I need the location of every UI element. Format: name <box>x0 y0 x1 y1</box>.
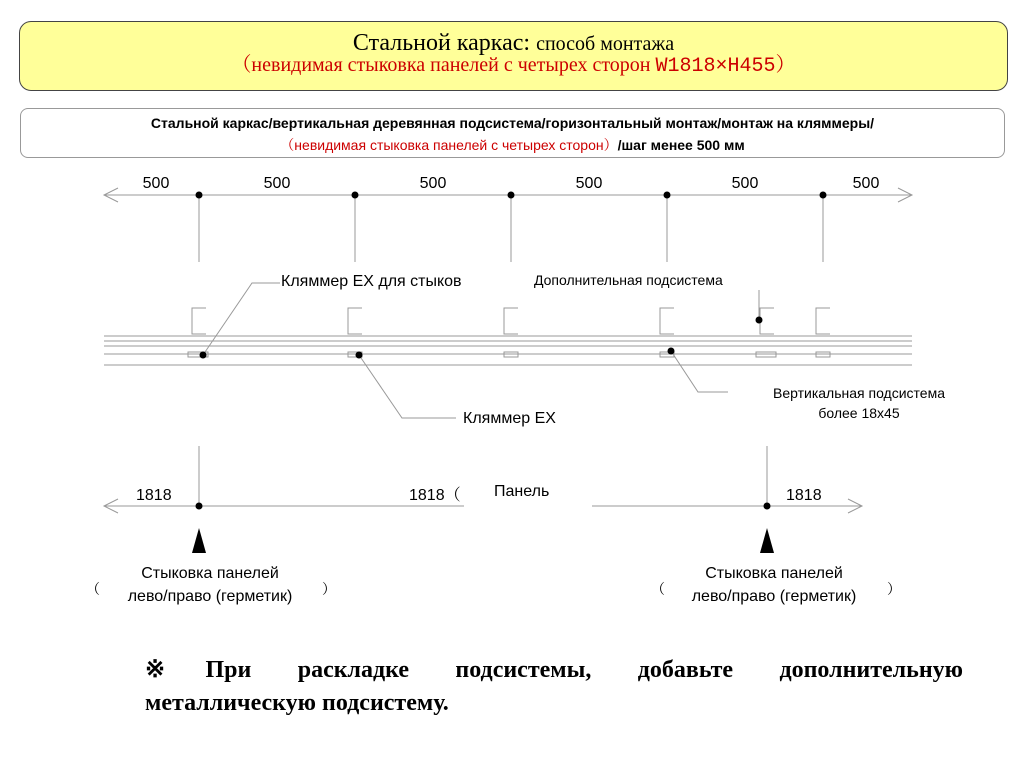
panel-joint-dot-left <box>196 503 203 510</box>
steel-profile-5 <box>816 308 830 334</box>
steel-profile-1 <box>192 308 206 334</box>
subtitle-spacing-text: /шаг менее 500 мм <box>617 137 745 153</box>
joint-clamp-dot <box>200 352 207 359</box>
spacing-label-6: 500 <box>852 175 880 192</box>
joint-left-line-1: Стыковка панелей <box>141 565 279 582</box>
member-dot-5 <box>820 192 827 199</box>
spacing-label-3: 500 <box>419 175 447 192</box>
joint-right-line-1: Стыковка панелей <box>705 565 843 582</box>
joint-right-paren-close: ） <box>887 581 901 597</box>
steel-profile-2 <box>348 308 362 334</box>
title-line-2-close: ） <box>775 54 796 76</box>
panel-joint-dot-right <box>764 503 771 510</box>
extra-subsystem-label: Дополнительная подсистема <box>534 272 723 288</box>
title-line-2-open: （невидимая стыковка панелей с четырех сторон <box>231 54 656 76</box>
leader-clamp <box>359 355 456 418</box>
extra-subsystem-dot <box>756 317 763 324</box>
member-dot-4 <box>664 192 671 199</box>
title-sub: способ монтажа <box>536 33 675 55</box>
joint-clamp-label: Кляммер EX для стыков <box>281 273 462 290</box>
note-line-1: ※При раскладке подсистемы, добавьте дополнительную <box>145 657 963 683</box>
panel-dimension-1: 1818 <box>136 487 172 504</box>
joint-left-paren-close: ） <box>322 581 336 597</box>
joint-right-paren-open: （ <box>651 581 665 597</box>
spacing-label-2: 500 <box>263 175 291 192</box>
member-dot-2 <box>352 192 359 199</box>
steel-profile-3 <box>504 308 518 334</box>
panel-label: Панель <box>494 483 550 500</box>
joint-left-paren-open: （ <box>86 581 100 597</box>
steel-profile-4 <box>660 308 674 334</box>
spacing-label-1: 500 <box>142 175 170 192</box>
member-dot-1 <box>196 192 203 199</box>
subtitle-red-text: （невидимая стыковка панелей с четырех сторон） <box>280 137 618 153</box>
joint-right-line-2: лево/право (герметик) <box>691 588 857 605</box>
joint-pointer-left <box>192 528 206 553</box>
joint-pointer-right <box>760 528 774 553</box>
panel-dimension-2: 1818（ <box>409 487 461 504</box>
spacing-label-4: 500 <box>575 175 603 192</box>
note-line-2: металлическую подсистему. <box>145 690 449 716</box>
spacing-label-5: 500 <box>731 175 759 192</box>
panel-dimension-3: 1818 <box>786 487 822 504</box>
title-main: Стальной каркас: <box>352 30 531 56</box>
clamp-dot <box>356 352 363 359</box>
vertical-subsystem-dot <box>668 348 675 355</box>
subtitle-line-1: Стальной каркас/вертикальная деревянная подсистема/горизонтальный монтаж/монтаж на кляммеры/ <box>150 115 875 131</box>
vertical-subsystem-label-2: более 18x45 <box>818 405 900 421</box>
leader-vertical-subsystem <box>671 351 728 392</box>
joint-left-line-2: лево/право (герметик) <box>127 588 293 605</box>
member-dot-3 <box>508 192 515 199</box>
vertical-subsystem-label-1: Вертикальная подсистема <box>772 385 946 401</box>
note-text <box>145 654 963 720</box>
title-dimensions: W1818×H455 <box>655 55 776 78</box>
clamp-label: Кляммер EX <box>463 410 556 427</box>
leader-joint-clamp <box>203 283 280 355</box>
